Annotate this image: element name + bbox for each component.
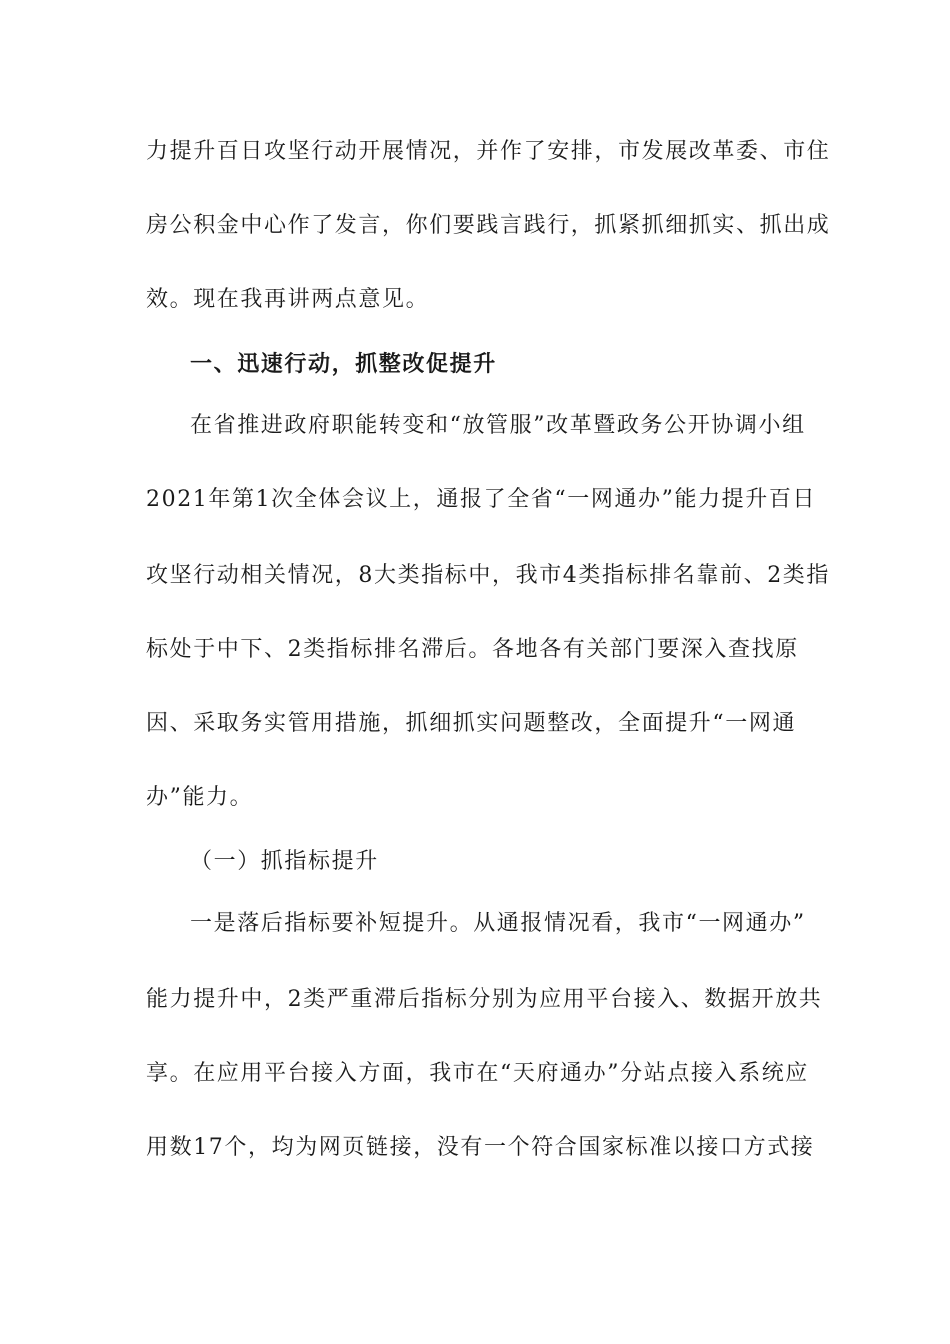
paragraph-line: 攻坚行动相关情况，8大类指标中，我市4类指标排名靠前、2类指 — [146, 563, 830, 588]
paragraph-line: 用数17个，均为网页链接，没有一个符合国家标准以接口方式接 — [146, 1135, 815, 1160]
paragraph-line: 因、采取务实管用措施，抓细抓实问题整改，全面提升“一网通 — [146, 711, 797, 736]
paragraph-line: 2021年第1次全体会议上，通报了全省“一网通办”能力提升百日 — [146, 487, 817, 512]
paragraph-line: 享。在应用平台接入方面，我市在“天府通办”分站点接入系统应 — [146, 1061, 809, 1086]
paragraph-line: 办”能力。 — [146, 785, 254, 810]
paragraph-line: 标处于中下、2类指标排名滞后。各地各有关部门要深入查找原 — [146, 637, 799, 662]
paragraph-line: 一是落后指标要补短提升。从通报情况看，我市“一网通办” — [190, 911, 806, 936]
subsection-heading: （一）抓指标提升 — [190, 849, 379, 874]
paragraph-line: 在省推进政府职能转变和“放管服”改革暨政务公开协调小组 — [190, 413, 806, 438]
paragraph-line: 能力提升中，2类严重滞后指标分别为应用平台接入、数据开放共 — [146, 987, 823, 1012]
paragraph-line: 力提升百日攻坚行动开展情况，并作了安排，市发展改革委、市住 — [146, 139, 831, 164]
paragraph-line: 房公积金中心作了发言，你们要践言践行，抓紧抓细抓实、抓出成 — [146, 213, 831, 238]
paragraph-line: 效。现在我再讲两点意见。 — [146, 287, 430, 312]
section-heading: 一、迅速行动，抓整改促提升 — [190, 351, 497, 377]
